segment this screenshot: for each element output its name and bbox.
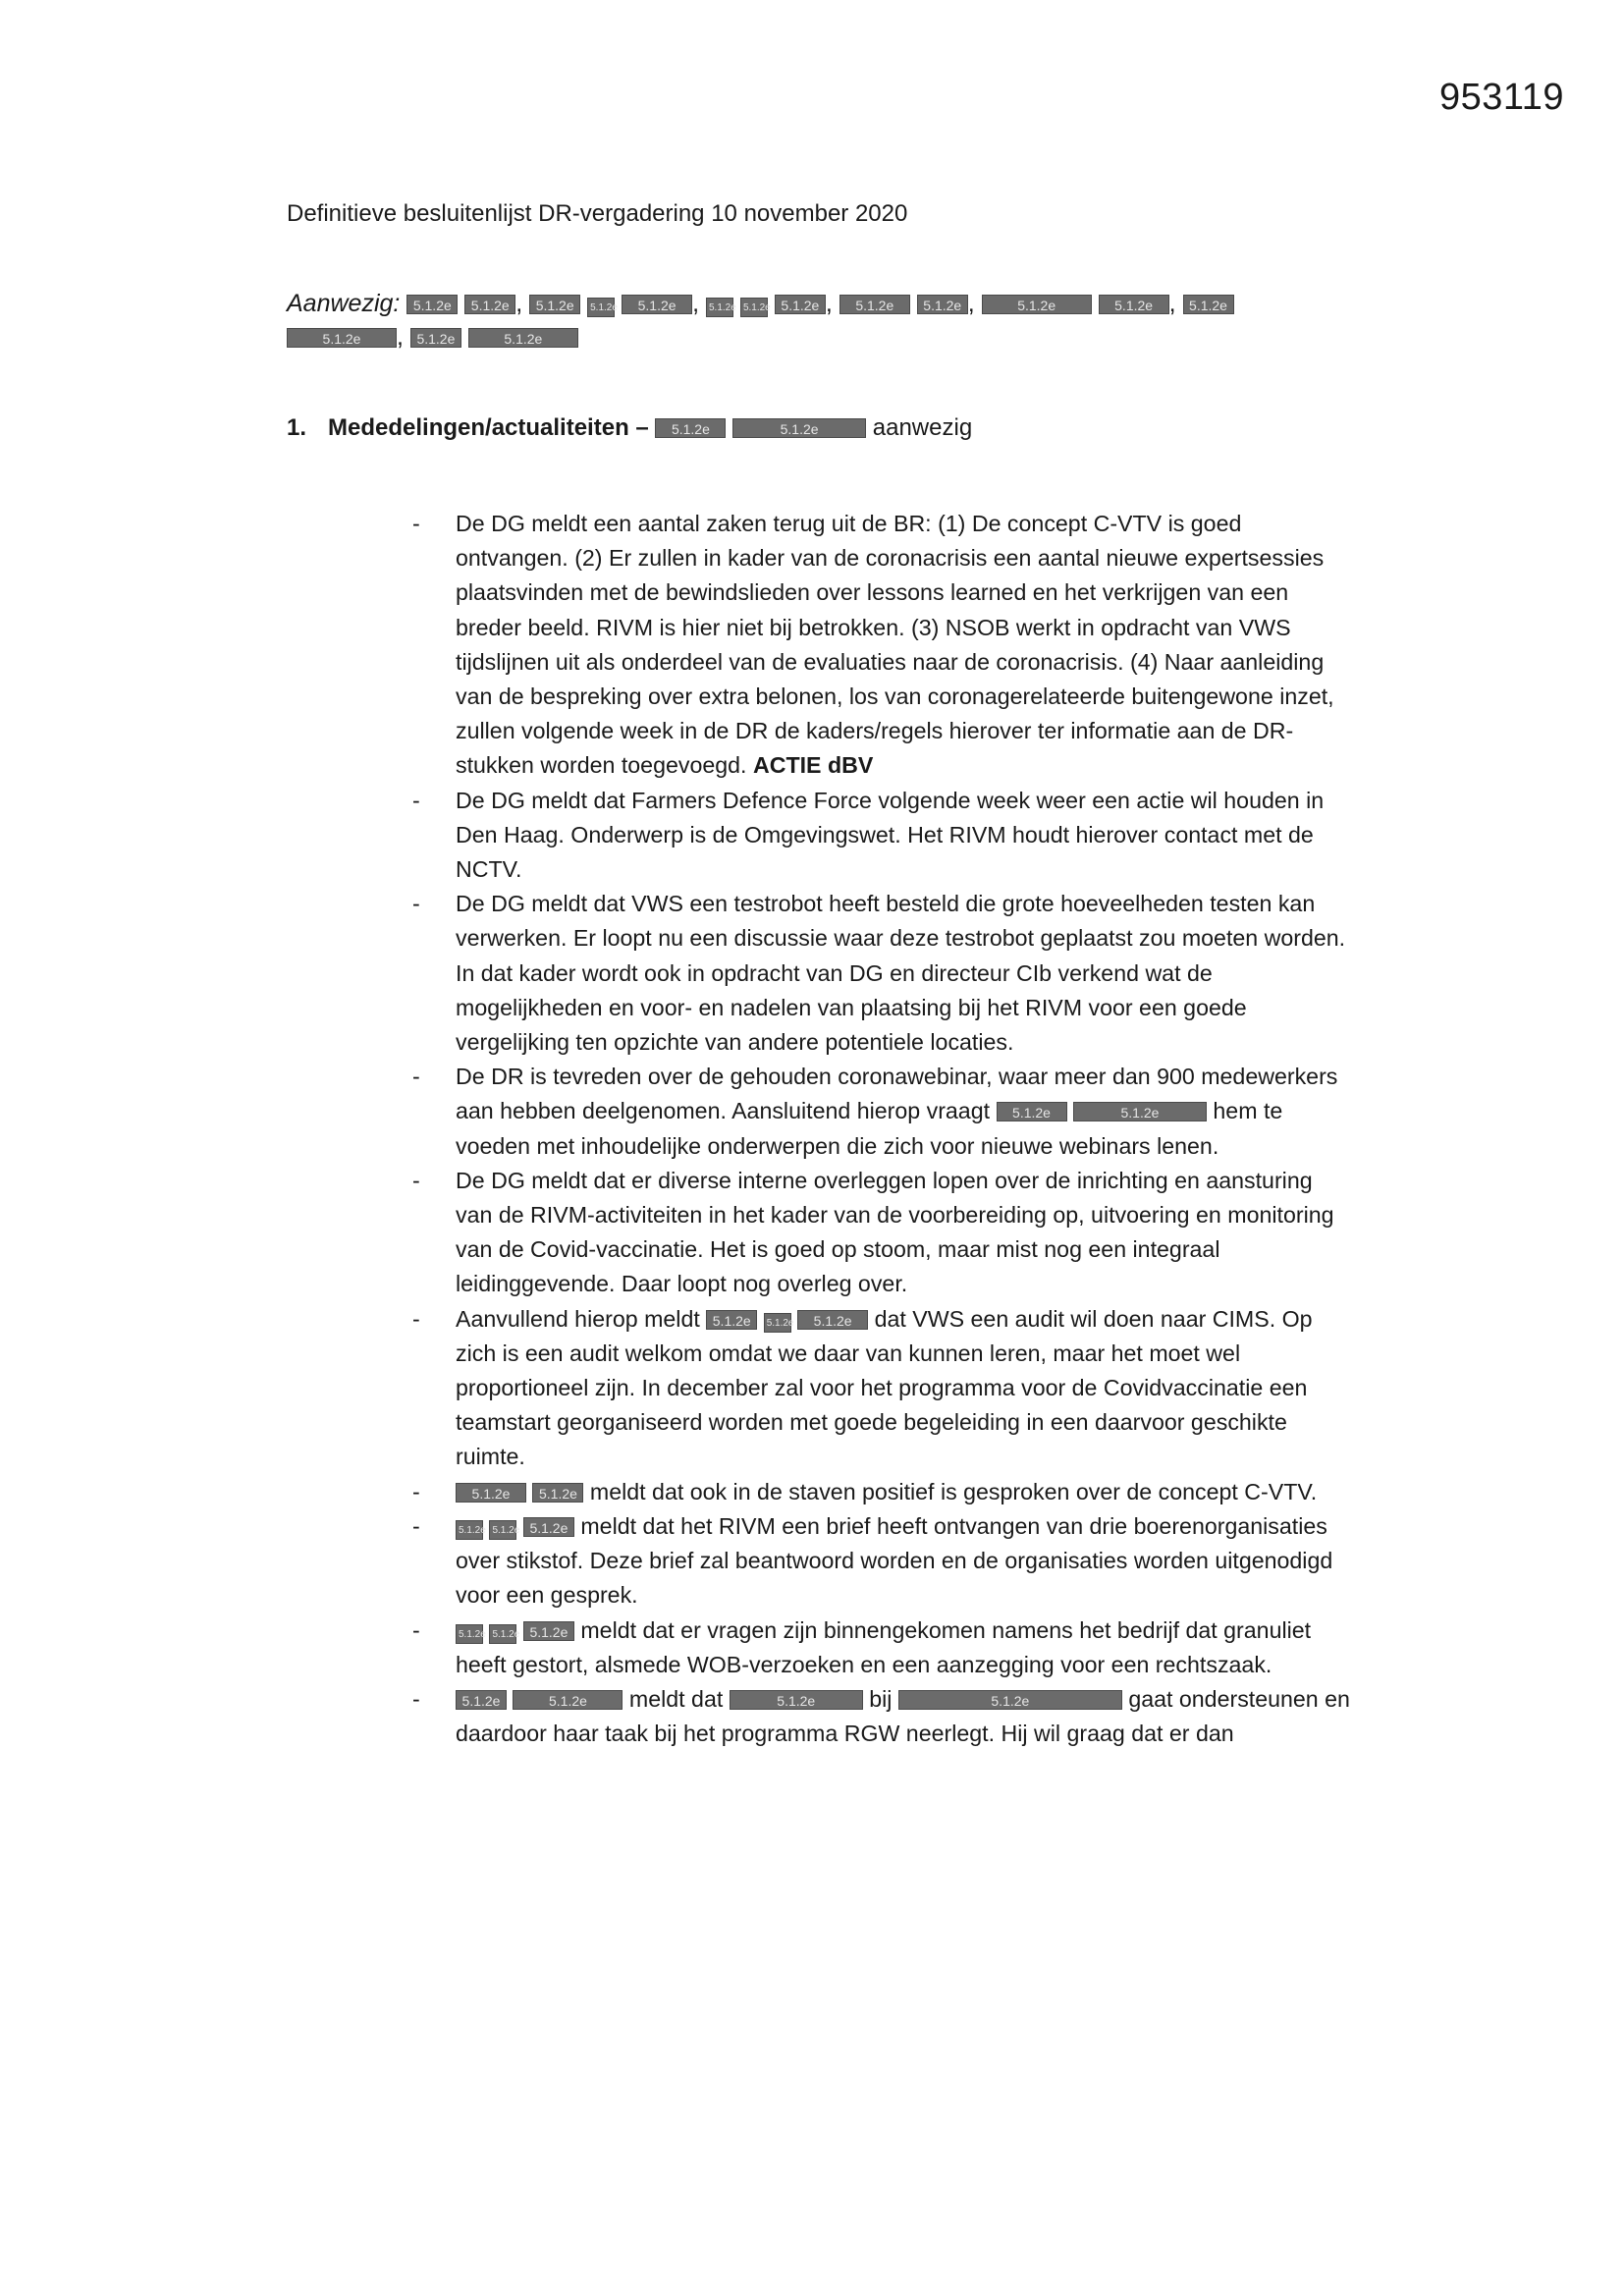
section-suffix: aanwezig	[872, 414, 973, 441]
redaction-box: 5.1.2e	[489, 1624, 516, 1644]
redaction-box: 5.1.2e	[468, 328, 578, 348]
item-text: bij	[869, 1685, 893, 1712]
item-text: hem te voeden met inhoudelijke onderwerpen die zich voor nieuwe webinars lenen.	[456, 1098, 1283, 1159]
redaction-box: 5.1.2e	[1099, 295, 1169, 314]
redaction-box: 5.1.2e	[456, 1483, 526, 1503]
item-text: meldt dat er vragen zijn binnengekomen namens het bedrijf dat granuliet heeft gestort, alsmede WOB-verzoeken en een aanzegging voor een rechtszaak.	[456, 1616, 1312, 1677]
list-item: - De DG meldt dat VWS een testrobot heeft besteld die grote hoeveelheden testen kan verwerken. Er loopt nu een discussie waar deze testrobot geplaatst zou moeten worden. In dat kader wordt ook in opdracht van DG en directeur CIb verkend wat de mogelijkheden en voor- en nadelen van plaatsing bij het RIVM voor een goede vergelijking ten opzichte van andere potentiele locaties.	[412, 891, 1346, 1056]
attendees-label: Aanwezig:	[287, 290, 401, 317]
list-item: - De DG meldt een aantal zaken terug uit de BR: (1) De concept C-VTV is goed ontvangen. (2) Er zullen in kader van de coronacrisis een aantal nieuwe expertsessies plaatsvinden met de bewindslieden over lessons learned en het verkrijgen van een breder beeld. RIVM is hier niet bij betrokken. (3) NSOB werkt in opdracht van VWS tijdslijnen uit als onderdeel van de evaluaties naar de coronacrisis. (4) Naar aanleiding van de bespreking over extra belonen, los van coronagerelateerde buitengewone inzet, zullen volgende week in de DR de kaders/regels hierover ter informatie aan de DR-stukken worden toegevoegd. ACTIE dBV	[412, 511, 1334, 779]
redaction-box: 5.1.2e	[287, 328, 397, 348]
redaction-box: 5.1.2e	[764, 1313, 791, 1333]
redaction-box: 5.1.2e	[898, 1690, 1122, 1710]
item-text: dat VWS een audit wil doen naar CIMS. Op zich is een audit welkom omdat we daar van kunnen leren, maar het moet wel proportioneel zijn. In december zal voor het programma voor de Covidvaccinatie een teamstart georganiseerd worden met goede begeleiding in een daarvoor geschikte ruimte.	[456, 1305, 1313, 1470]
redaction-box: 5.1.2e	[456, 1690, 507, 1710]
section-number: 1.	[287, 414, 307, 441]
redaction-box: 5.1.2e	[655, 418, 726, 438]
redaction-box: 5.1.2e	[456, 1624, 483, 1644]
redaction-box: 5.1.2e	[706, 1310, 757, 1330]
announcement-list	[408, 507, 1351, 1751]
redaction-box: 5.1.2e	[730, 1690, 863, 1710]
list-item: - 5.1.2e 5.1.2e 5.1.2e meldt dat er vragen zijn binnengekomen namens het bedrijf dat granuliet heeft gestort, alsmede WOB-verzoeken en een aanzegging voor een rechtszaak.	[412, 1616, 1312, 1677]
redaction-box: 5.1.2e	[917, 295, 968, 314]
redaction-box: 5.1.2e	[1073, 1102, 1207, 1121]
redaction-box: 5.1.2e	[706, 298, 733, 317]
redaction-box: 5.1.2e	[513, 1690, 623, 1710]
item-text: De DG meldt een aantal zaken terug uit de BR: (1) De concept C-VTV is goed ontvangen. (2) Er zullen in kader van de coronacrisis een aantal nieuwe expertsessies plaatsvinden met de bewindslieden over lessons learned en het verkrijgen van een breder beeld. RIVM is hier niet bij betrokken. (3) NSOB werkt in opdracht van VWS tijdslijnen uit als onderdeel van de evaluaties naar de coronacrisis. (4) Naar aanleiding van de bespreking over extra belonen, los van coronagerelateerde buitengewone inzet, zullen volgende week in de DR de kaders/regels hierover ter informatie aan de DR-stukken worden toegevoegd.	[456, 511, 1334, 779]
item-text: meldt dat ook in de staven positief is gesproken over de concept C-VTV.	[589, 1478, 1318, 1504]
redaction-box: 5.1.2e	[406, 295, 458, 314]
redaction-box: 5.1.2e	[523, 1621, 574, 1641]
redaction-box: 5.1.2e	[587, 298, 615, 317]
action-label: ACTIE dBV	[752, 752, 874, 779]
item-text: De DG meldt dat Farmers Defence Force volgende week weer een actie wil houden in Den Haag. Onderwerp is de Omgevingswet. Het RIVM houdt hierover contact met de NCTV.	[456, 787, 1325, 883]
list-item: - De DR is tevreden over de gehouden coronawebinar, waar meer dan 900 medewerkers aan hebben deelgenomen. Aansluitend hierop vraagt 5.1.2e 5.1.2e hem te voeden met inhoudelijke onderwerpen die zich voor nieuwe webinars lenen.	[412, 1064, 1338, 1159]
redaction-box: 5.1.2e	[410, 328, 461, 348]
redaction-box: 5.1.2e	[997, 1102, 1067, 1121]
item-text: De DG meldt dat VWS een testrobot heeft besteld die grote hoeveelheden testen kan verwerken. Er loopt nu een discussie waar deze testrobot geplaatst zou moeten worden. In dat kader wordt ook in opdracht van DG en directeur CIb verkend wat de mogelijkheden en voor- en nadelen van plaatsing bij het RIVM voor een goede vergelijking ten opzichte van andere potentiele locaties.	[456, 891, 1346, 1056]
list-item: - 5.1.2e 5.1.2e 5.1.2e meldt dat het RIVM een brief heeft ontvangen van drie boerenorganisaties over stikstof. Deze brief zal beantwoord worden en de organisaties worden uitgenodigd voor een gesprek.	[412, 1512, 1333, 1609]
document-title: Definitieve besluitenlijst DR-vergadering 10 november 2020	[287, 200, 908, 227]
list-item: - Aanvullend hierop meldt 5.1.2e 5.1.2e 5.1.2e dat VWS een audit wil doen naar CIMS. Op zich is een audit welkom omdat we daar van kunnen leren, maar het moet wel proportioneel zijn. In december zal voor het programma voor de Covidvaccinatie een teamstart georganiseerd worden met goede begeleiding in een daarvoor geschikte ruimte.	[412, 1305, 1313, 1470]
item-text: De DG meldt dat er diverse interne overleggen lopen over de inrichting en aansturing van de RIVM-activiteiten in het kader van de voorbereiding op, uitvoering en monitoring van de Covid-vaccinatie. Het is goed op stoom, maar mist nog een integraal leidinggevende. Daar loopt nog overleg over.	[456, 1167, 1334, 1297]
item-text: De DR is tevreden over de gehouden coronawebinar, waar meer dan 900 medewerkers aan hebben deelgenomen. Aansluitend hierop vraagt	[456, 1064, 1338, 1124]
list-item: - 5.1.2e 5.1.2e meldt dat 5.1.2e bij 5.1.2e gaat ondersteunen en daardoor haar taak bij het programma RGW neerlegt. Hij wil graag dat er dan	[412, 1685, 1350, 1747]
redaction-box: 5.1.2e	[1183, 295, 1234, 314]
section-title: Mededelingen/actualiteiten –	[328, 414, 649, 441]
redaction-box: 5.1.2e	[456, 1520, 483, 1540]
item-text: meldt dat het RIVM een brief heeft ontvangen van drie boerenorganisaties over stikstof. Deze brief zal beantwoord worden en de organisaties worden uitgenodigd voor een gesprek.	[456, 1512, 1333, 1609]
document-number: 953119	[1439, 77, 1564, 118]
redaction-box: 5.1.2e	[740, 298, 768, 317]
redaction-box: 5.1.2e	[464, 295, 515, 314]
redaction-box: 5.1.2e	[732, 418, 866, 438]
redaction-box: 5.1.2e	[622, 295, 692, 314]
redaction-box: 5.1.2e	[839, 295, 910, 314]
attendees-line: Aanwezig: 5.1.2e 5.1.2e , 5.1.2e 5.1.2e 5.1.2e , 5.1.2e 5.1.2e 5.1.2e , 5.1.2e 5.1.2e , 5.1.2e 5.1.2e , 5.1.2e 5.1.2e , 5.1.2e 5.1.2e	[287, 287, 1327, 354]
redaction-box: 5.1.2e	[797, 1310, 868, 1330]
redaction-box: 5.1.2e	[775, 295, 826, 314]
redaction-box: 5.1.2e	[523, 1517, 574, 1537]
item-text: Aanvullend hierop meldt	[456, 1305, 700, 1332]
section-heading	[287, 414, 972, 442]
item-text: meldt dat	[628, 1685, 724, 1712]
list-item: - De DG meldt dat Farmers Defence Force volgende week weer een actie wil houden in Den Haag. Onderwerp is de Omgevingswet. Het RIVM houdt hierover contact met de NCTV.	[412, 787, 1325, 883]
list-item: - 5.1.2e 5.1.2e meldt dat ook in de staven positief is gesproken over de concept C-VTV.	[412, 1478, 1318, 1504]
redaction-box: 5.1.2e	[982, 295, 1092, 314]
redaction-box: 5.1.2e	[532, 1483, 583, 1503]
redaction-box: 5.1.2e	[529, 295, 580, 314]
redaction-box: 5.1.2e	[489, 1520, 516, 1540]
item-text: gaat ondersteunen en daardoor haar taak bij het programma RGW neerlegt. Hij wil graag dat er dan	[456, 1685, 1350, 1747]
list-item: - De DG meldt dat er diverse interne overleggen lopen over de inrichting en aansturing van de RIVM-activiteiten in het kader van de voorbereiding op, uitvoering en monitoring van de Covid-vaccinatie. Het is goed op stoom, maar mist nog een integraal leidinggevende. Daar loopt nog overleg over.	[412, 1167, 1334, 1297]
